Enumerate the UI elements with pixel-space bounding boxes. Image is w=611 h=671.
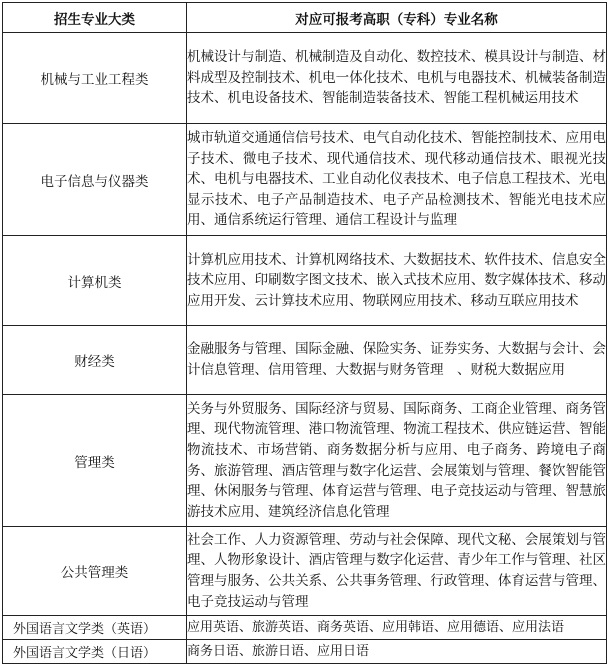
- category-cell: 财经类: [3, 326, 187, 395]
- category-cell: 外国语言文学类（英语）: [3, 616, 187, 640]
- category-cell: 机械与工业工程类: [3, 33, 187, 124]
- majors-cell: 金融服务与管理、国际金融、保险实务、证券实务、大数据与会计、会计信息管理、信用管理、大数据与财务管理 、财税大数据应用: [187, 326, 607, 395]
- category-cell: 公共管理类: [3, 527, 187, 616]
- header-majors: 对应可报考高职（专科）专业名称: [187, 3, 607, 33]
- table-row: [3, 124, 607, 236]
- table-row: [3, 236, 607, 326]
- category-cell: 外国语言文学类（日语）: [3, 640, 187, 664]
- majors-cell: 城市轨道交通通信信号技术、电气自动化技术、智能控制技术、应用电子技术、微电子技术、现代通信技术、现代移动通信技术、眼视光技术、电机与电器技术、工业自动化仪表技术、电子信息工程技术、光电显示技术、电子产品制造技术、电子产品检测技术、智能光电技术应用、通信系统运行管理、通信工程设计与监理: [187, 124, 607, 236]
- majors-cell: 社会工作、人力资源管理、劳动与社会保障、现代文秘、会展策划与管理、人物形象设计、酒店管理与数字化运营、青少年工作与管理、社区管理与服务、公共关系、公共事务管理、行政管理、体育运营与管理、电子竞技运动与管理: [187, 527, 607, 616]
- category-cell: 电子信息与仪器类: [3, 124, 187, 236]
- table-row: [3, 33, 607, 124]
- table-row: [3, 326, 607, 395]
- category-cell: 管理类: [3, 395, 187, 527]
- header-category: 招生专业大类: [3, 3, 187, 33]
- table-header-row: [3, 3, 607, 33]
- majors-cell: 商务日语、旅游日语、应用日语: [187, 640, 607, 664]
- table-row: [3, 395, 607, 527]
- table-row: [3, 616, 607, 640]
- category-cell: 计算机类: [3, 236, 187, 326]
- majors-cell: 计算机应用技术、计算机网络技术、大数据技术、软件技术、信息安全技术应用、印刷数字图文技术、嵌入式技术应用、数字媒体技术、移动应用开发、云计算技术应用、物联网应用技术、移动互联应用技术: [187, 236, 607, 326]
- table-row: [3, 640, 607, 664]
- majors-cell: 关务与外贸服务、国际经济与贸易、国际商务、工商企业管理、商务管理、现代物流管理、港口物流管理、物流工程技术、供应链运营、智能物流技术、市场营销、商务数据分析与应用、电子商务、跨境电子商务、旅游管理、酒店管理与数字化运营、会展策划与管理、餐饮智能管理、休闲服务与管理、体育运营与管理、电子竞技运动与管理、智慧旅游技术应用、建筑经济信息化管理: [187, 395, 607, 527]
- majors-table: [2, 2, 607, 664]
- majors-cell: 应用英语、旅游英语、商务英语、应用韩语、应用德语、应用法语: [187, 616, 607, 640]
- majors-cell: 机械设计与制造、机械制造及自动化、数控技术、模具设计与制造、材料成型及控制技术、机电一体化技术、电机与电器技术、机械装备制造技术、机电设备技术、智能制造装备技术、智能工程机械运用技术: [187, 33, 607, 124]
- table-row: [3, 527, 607, 616]
